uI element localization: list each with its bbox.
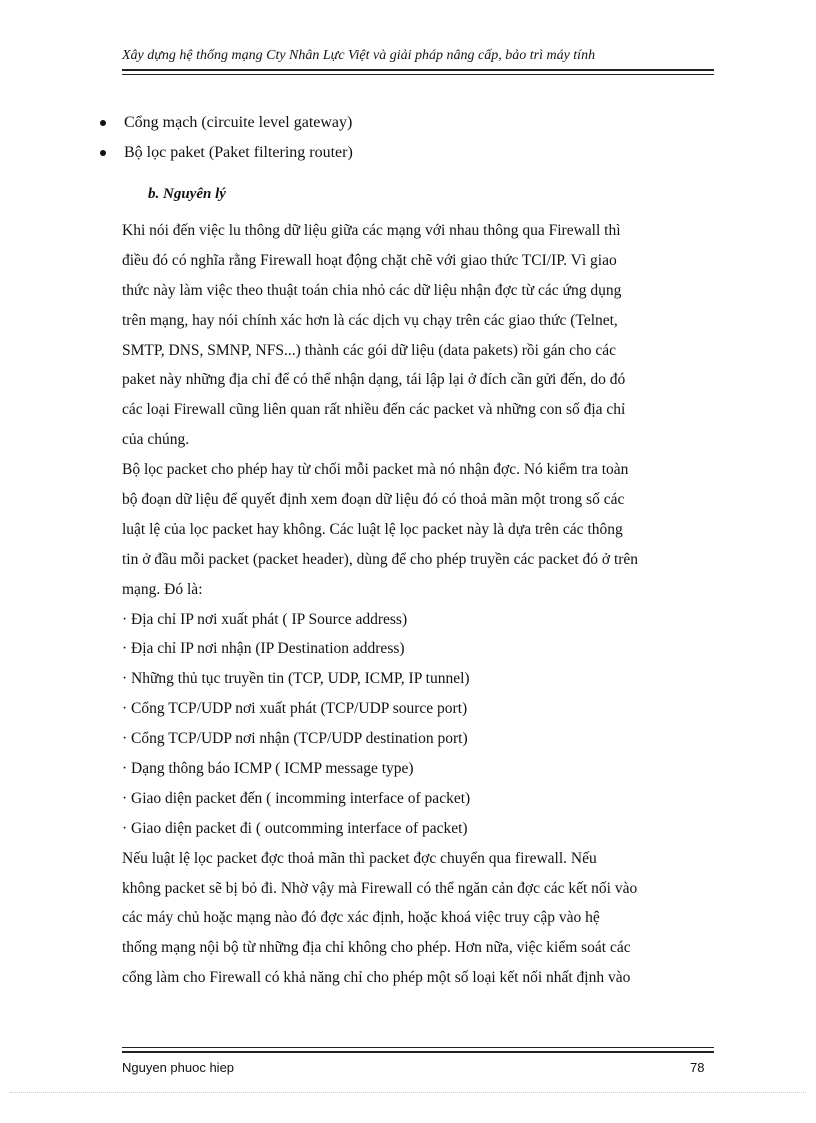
list-line: · Giao diện packet đến ( incomming interface of packet) — [122, 789, 471, 807]
bullet-list — [100, 108, 353, 168]
list-line: · Dạng thông báo ICMP ( ICMP message type) — [122, 760, 414, 778]
text-line: cổng làm cho Firewall có khả năng chỉ cho phép một số loại kết nối nhất định vào — [122, 969, 631, 987]
page-number: 78 — [690, 1060, 705, 1075]
page-edge-divider — [10, 1092, 806, 1093]
bullet-dot-icon — [100, 120, 106, 126]
list-line: · Địa chỉ IP nơi xuất phát ( IP Source address) — [122, 610, 408, 628]
bullet-item — [100, 108, 353, 138]
running-header: Xây dựng hệ thống mạng Cty Nhân Lực Việt và giải pháp nâng cấp, bảo trì máy tính — [122, 48, 596, 63]
header-rule — [122, 69, 714, 75]
text-line: không packet sẽ bị bỏ đi. Nhờ vậy mà Firewall có thể ngăn cản đợc các kết nối vào — [122, 879, 638, 897]
text-line: thống mạng nội bộ từ những địa chỉ không cho phép. Hơn nữa, việc kiểm soát các — [122, 939, 631, 957]
bullet-text: Cổng mạch (circuite level gateway) — [124, 114, 353, 131]
bullet-dot-icon — [100, 150, 106, 156]
text-line: trên mạng, hay nói chính xác hơn là các dịch vụ chạy trên các giao thức (Telnet, — [122, 311, 618, 329]
text-line: paket này những địa chỉ để có thể nhận dạng, tái lập lại ở đích cần gửi đến, do đó — [122, 371, 626, 389]
text-line: SMTP, DNS, SMNP, NFS...) thành các gói dữ liệu (data pakets) rồi gán cho các — [122, 341, 617, 359]
text-line: thức này làm việc theo thuật toán chia nhỏ các dữ liệu nhận đợc từ các ứng dụng — [122, 281, 622, 299]
footer-rule — [122, 1047, 714, 1053]
text-line: Nếu luật lệ lọc packet đợc thoả mãn thì packet đợc chuyển qua firewall. Nếu — [122, 849, 597, 867]
footer-author: Nguyen phuoc hiep — [122, 1060, 235, 1075]
section-heading: b. Nguyên lý — [148, 186, 226, 202]
list-line: · Giao diện packet đi ( outcomming interface of packet) — [122, 819, 468, 837]
text-line: tin ở đầu mỗi packet (packet header), dùng để cho phép truyền các packet đó ở trên — [122, 550, 639, 568]
text-line: bộ đoạn dữ liệu để quyết định xem đoạn dữ liệu đó có thoả mãn một trong số các — [122, 491, 625, 509]
body-text — [122, 216, 716, 993]
text-line: luật lệ của lọc packet hay không. Các luật lệ lọc packet này là dựa trên các thông — [122, 520, 623, 538]
text-line: Khi nói đến việc lu thông dữ liệu giữa các mạng với nhau thông qua Firewall thì — [122, 222, 621, 239]
text-line: của chúng. — [122, 431, 190, 449]
bullet-item — [100, 138, 353, 168]
list-line: · Cổng TCP/UDP nơi nhận (TCP/UDP destination port) — [122, 730, 468, 748]
text-line: Bộ lọc packet cho phép hay từ chối mỗi packet mà nó nhận đợc. Nó kiểm tra toàn — [122, 461, 629, 479]
list-line: · Cổng TCP/UDP nơi xuất phát (TCP/UDP source port) — [122, 700, 468, 718]
list-line: · Những thủ tục truyền tin (TCP, UDP, ICMP, IP tunnel) — [122, 670, 470, 688]
text-line: mạng. Đó là: — [122, 580, 203, 598]
text-line: điều đó có nghĩa rằng Firewall hoạt động chặt chẽ với giao thức TCI/IP. Vì giao — [122, 251, 617, 269]
list-line: · Địa chỉ IP nơi nhận (IP Destination address) — [122, 640, 405, 658]
bullet-text: Bộ lọc paket (Paket filtering router) — [124, 144, 353, 161]
text-line: các máy chủ hoặc mạng nào đó đợc xác định, hoặc khoá việc truy cập vào hệ — [122, 909, 600, 927]
text-line: các loại Firewall cũng liên quan rất nhiều đến các packet và những con số địa chỉ — [122, 401, 626, 419]
